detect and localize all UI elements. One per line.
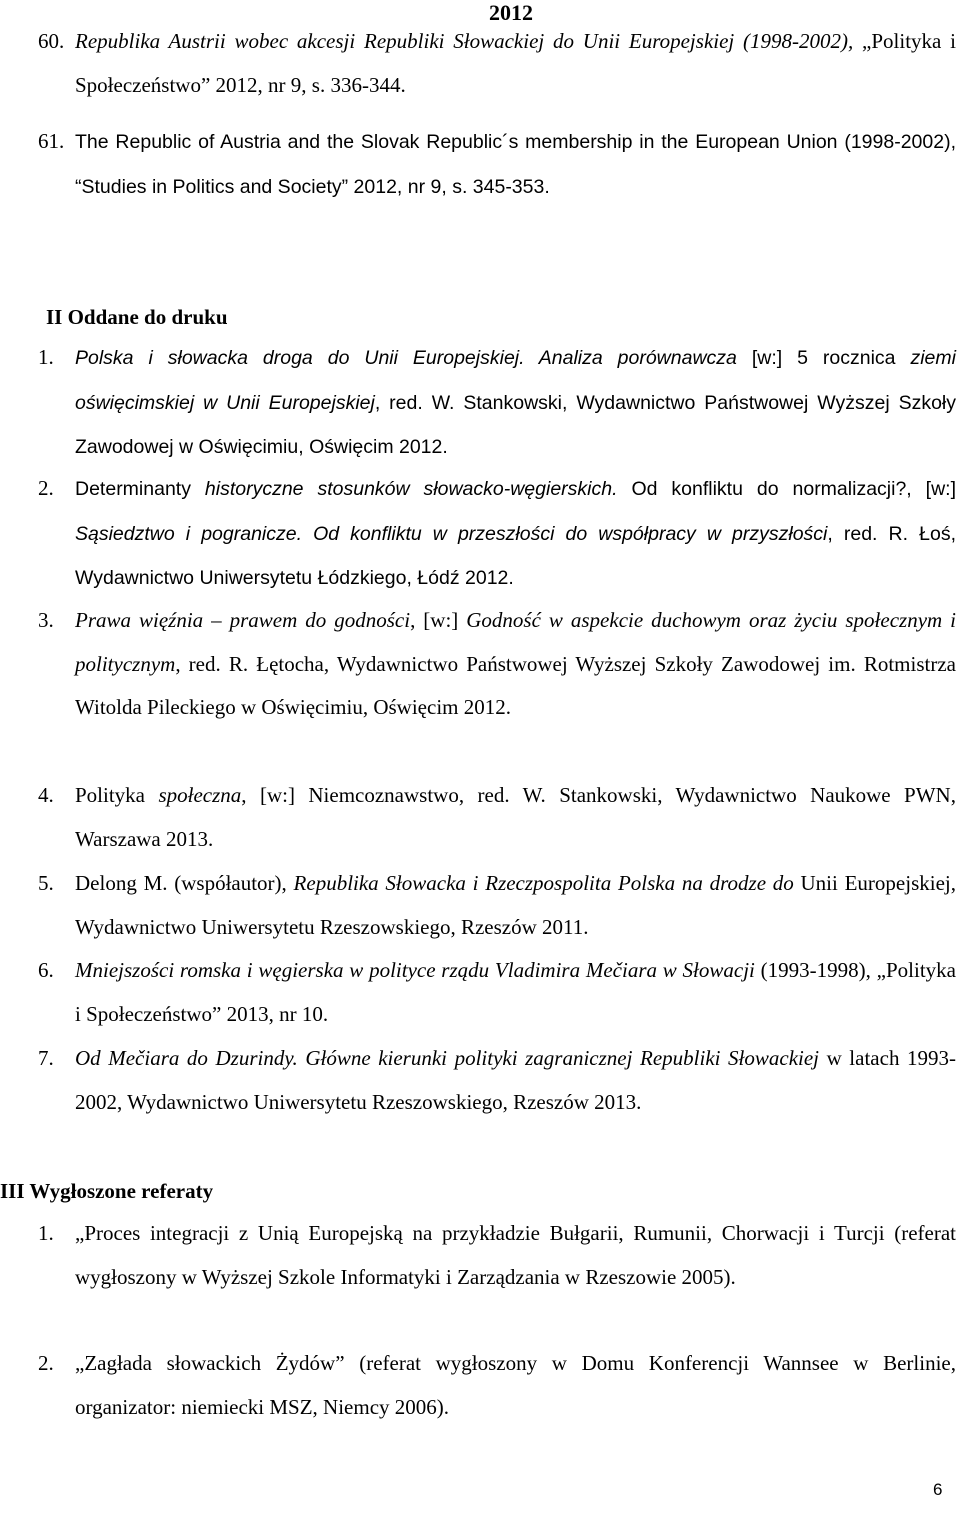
entry-number: 5. xyxy=(38,871,54,895)
entry-number: 3. xyxy=(38,608,54,632)
print-entry-2 xyxy=(38,467,956,601)
entry-text xyxy=(75,599,956,730)
entry-text-content: The Republic of Austria and the Slovak Republic´s membership in the European Union (1998-2002), “Studies in Politics and Society” 2012, nr 9, s. 345-353. xyxy=(75,131,956,198)
entry-ref: , [w:] xyxy=(410,608,467,632)
print-entry-5 xyxy=(38,862,956,949)
print-entry-6 xyxy=(38,949,956,1036)
entry-details: w latach 1993-2002, Wydawnictwo Uniwersytetu Rzeszowskiego, Rzeszów 2013. xyxy=(75,1046,956,1114)
entry-number: 7. xyxy=(38,1046,54,1070)
section-heading-oddane: II Oddane do druku xyxy=(46,305,228,329)
print-entry-3 xyxy=(38,599,956,730)
entry-ref: [w:] 5 rocznica xyxy=(736,347,911,369)
publication-entry-61 xyxy=(38,120,956,209)
entry-title-start: Determinanty xyxy=(75,478,205,500)
publication-entry-60 xyxy=(38,20,956,107)
talk-entry-2 xyxy=(38,1342,956,1429)
entry-text xyxy=(75,1037,956,1124)
entry-number: 4. xyxy=(38,783,54,807)
entry-text xyxy=(75,467,956,601)
entry-details: , red. R. Łętocha, Wydawnictwo Państwowej Wyższej Szkoły Zawodowej im. Rotmistrza Witolda Pileckiego w Oświęcimiu, Oświęcim 2012. xyxy=(75,651,956,720)
entry-book-title: Godność w aspekcie duchowym oraz życiu społecznym i politycznym xyxy=(75,608,957,676)
entry-text: „Proces integracji z Unią Europejską na przykładzie Bułgarii, Rumunii, Chorwacji i Turcji (referat wygłoszony w Wyższej Szkole Informatyki i Zarządzania w Rzeszowie 2005). xyxy=(75,1221,956,1289)
entry-title: Republika Austrii wobec akcesji Republiki Słowackiej do Unii Europejskiej (1998-2002), xyxy=(75,29,854,53)
talk-entry-1 xyxy=(38,1212,956,1299)
entry-title-italic: społeczna xyxy=(158,783,242,807)
entry-text xyxy=(75,949,956,1036)
entry-number: 2. xyxy=(38,476,54,500)
entry-details: , [w:] Niemcoznawstwo, red. W. Stankowski, Wydawnictwo Naukowe PWN, Warszawa 2013. xyxy=(75,783,956,851)
entry-title: Polska i słowacka droga do Unii Europejskiej. Analiza porównawcza xyxy=(75,347,737,369)
entry-number: 60. xyxy=(38,29,65,53)
entry-book-title: Sąsiedztwo i pogranicze. Od konfliktu w przeszłości do współpracy w przyszłości xyxy=(75,522,828,545)
year-heading: 2012 xyxy=(489,0,533,25)
entry-text: „Zagłada słowackich Żydów” (referat wygłoszony w Domu Konferencji Wannsee w Berlinie, organizator: niemiecki MSZ, Niemcy 2006). xyxy=(75,1351,956,1419)
entry-title: Prawa więźnia – prawem do godności xyxy=(75,608,411,632)
print-entry-1 xyxy=(38,336,956,470)
entry-number: 1. xyxy=(38,1221,54,1245)
page-number: 6 xyxy=(933,1480,943,1499)
entry-number: 1. xyxy=(38,345,54,369)
entry-number: 2. xyxy=(38,1351,54,1375)
entry-title: Od Mečiara do Dzurindy. Główne kierunki polityki zagranicznej Republiki Słowackiej xyxy=(75,1046,820,1070)
entry-text xyxy=(75,862,956,949)
entry-text xyxy=(75,336,956,470)
entry-title-end: Od konfliktu do normalizacji?, [w:] xyxy=(617,478,956,500)
entry-text xyxy=(75,774,956,861)
entry-details: (1993-1998), „Polityka i Społeczeństwo” 2013, nr 10. xyxy=(75,958,956,1026)
entry-details: , red. R. Łoś, Wydawnictwo Uniwersytetu Łódzkiego, Łódź 2012. xyxy=(75,522,956,590)
entry-number: 61. xyxy=(38,129,65,153)
entry-title: Republika Słowacka i Rzeczpospolita Polska na drodze do xyxy=(293,871,794,895)
entry-details: „Polityka i Społeczeństwo” 2012, nr 9, s. 336-344. xyxy=(75,29,956,97)
entry-title-italic: historyczne stosunków słowacko-węgierskich. xyxy=(204,478,618,500)
entry-text xyxy=(75,20,956,107)
entry-title-start: Polityka xyxy=(75,783,159,807)
entry-number: 6. xyxy=(38,958,54,982)
entry-author: Delong M. (współautor), xyxy=(75,871,294,895)
entry-text xyxy=(75,120,956,209)
entry-book-title: ziemi oświęcimskiej w Unii Europejskiej xyxy=(75,347,956,414)
section-heading-referaty: III Wygłoszone referaty xyxy=(0,1179,214,1203)
print-entry-4 xyxy=(38,774,956,861)
print-entry-7 xyxy=(38,1037,956,1124)
entry-title: Mniejszości romska i węgierska w polityce rządu Vladimira Mečiara w Słowacji xyxy=(75,958,755,982)
entry-details: , red. W. Stankowski, Wydawnictwo Państwowej Wyższej Szkoły Zawodowej w Oświęcimiu, Oświęcim 2012. xyxy=(75,391,956,459)
entry-details: Unii Europejskiej, Wydawnictwo Uniwersytetu Rzeszowskiego, Rzeszów 2011. xyxy=(75,871,956,939)
